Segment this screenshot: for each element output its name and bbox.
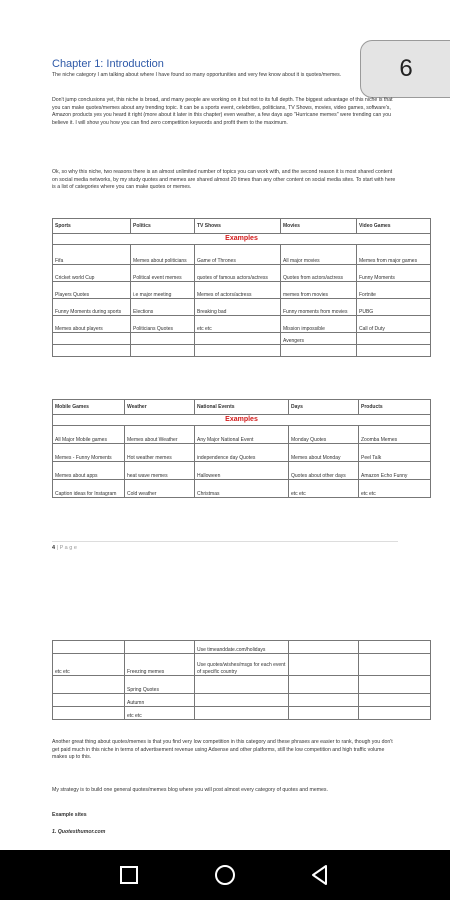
page-footer [52,545,77,551]
table-cell: Memes - Funny Moments [53,444,125,462]
examples-label: Examples [53,415,431,426]
table-row [53,654,431,676]
table-header: Politics [131,219,195,234]
table-header: Video Games [357,219,431,234]
table-cell: Fifa [53,245,131,265]
paragraph-niche: Don't jump conclusions yet, this niche is broad, and many people are working on it but not to its full depth. The biggest advantage of this niche is that you can make quotes/memes about any trending topic. It can be a sports event, celebrities, politicians, TV Shows, movies, video games, software's, Amazon products yes you heard it right (more about it later in this chapter) even weather, a few days ago "Hurricane memes" were trending can you believe it. I will show you how you can find zero competition keywords and profit them to the maximum. [52,97,393,126]
table-cell [359,654,431,676]
footer-page-number: 4 [52,545,56,551]
table-header: Weather [125,400,195,415]
table-row [53,333,431,345]
table-cell [53,707,125,720]
examples-label: Examples [53,234,431,245]
categories-table-2 [52,399,431,498]
page-number-badge: 6 [360,40,450,98]
footer-divider [52,541,398,542]
table-cell: Christmas [195,480,289,498]
table-header: Products [359,400,431,415]
table-cell: Cricket world Cup [53,265,131,282]
table-cell [53,345,131,357]
table-row [53,316,431,333]
table-header: Mobile Games [53,400,125,415]
table-row [53,444,431,462]
table-cell [357,333,431,345]
table-cell [289,654,359,676]
table-cell: Memes from major games [357,245,431,265]
table-cell: Use quotes/wishes/msgs for each event of specific country [195,654,289,676]
table-cell: etc etc [125,707,195,720]
table-cell: i.e major meeting [131,282,195,299]
footer-page-label: P a g e [59,545,77,551]
table-row [53,345,431,357]
table-cell [289,641,359,654]
paragraph-competition: Another great thing about quotes/memes is that you find very low competition in this category and these phrases are easier to rank, though you don't get paid much in this niche in terms of advertisement revenue using Adsense and other platforms, still the low competition and high traffic volume makes up to this. [52,739,393,761]
table-cell: Politicians Quotes [131,316,195,333]
table-cell [359,707,431,720]
table-cell: Memes about apps [53,462,125,480]
recents-button[interactable] [109,860,149,890]
table-header: TV Shows [195,219,281,234]
table-cell [359,676,431,694]
table-cell: Quotes from actors/actress [281,265,357,282]
table-cell [125,641,195,654]
table-header: Days [289,400,359,415]
table-cell [53,676,125,694]
table-cell: Political event memes [131,265,195,282]
table-cell: quotes of famous actors/actress [195,265,281,282]
system-navigation-bar [0,850,450,900]
table-cell: Any Major National Event [195,426,289,444]
table-cell: etc etc [359,480,431,498]
categories-table-continued [52,640,431,720]
table-cell [53,333,131,345]
table-row [53,282,431,299]
table-cell: Autumn [125,694,195,707]
example-sites-heading: Example sites [52,812,87,818]
table-cell [195,676,289,694]
table-cell: Breaking bad [195,299,281,316]
table-row [53,676,431,694]
table-cell [359,641,431,654]
table-cell: Cold weather [125,480,195,498]
table-cell: All major movies [281,245,357,265]
table-cell: Monday Quotes [289,426,359,444]
table-cell: PUBG [357,299,431,316]
table-cell: Call of Duty [357,316,431,333]
table-cell: etc etc [289,480,359,498]
table-cell: Freezing memes [125,654,195,676]
table-row [53,245,431,265]
table-cell: Memes about players [53,316,131,333]
table-header: Movies [281,219,357,234]
table-cell [289,694,359,707]
table-cell [195,333,281,345]
table-cell: All Major Mobile games [53,426,125,444]
table-header: Sports [53,219,131,234]
table-row [53,707,431,720]
table-row [53,462,431,480]
table-row [53,641,431,654]
table-cell: Zoomba Memes [359,426,431,444]
table-cell: Amazon Echo Funny [359,462,431,480]
table-cell [357,345,431,357]
table-row [53,299,431,316]
table-cell: etc etc [53,654,125,676]
table-cell: Caption ideas for Instagram [53,480,125,498]
table-cell: Memes about Monday [289,444,359,462]
table-cell: Elections [131,299,195,316]
table-cell: Avengers [281,333,357,345]
table-cell [195,707,289,720]
home-button[interactable] [205,860,245,890]
home-circle-icon [214,864,236,886]
table-cell [289,707,359,720]
table-cell [195,345,281,357]
table-cell [281,345,357,357]
table-cell: Hot weather memes [125,444,195,462]
table-cell [131,345,195,357]
table-cell: Funny moments from movies [281,299,357,316]
table-row [53,265,431,282]
table-cell: Funny Moments [357,265,431,282]
table-cell [53,694,125,707]
example-site-item: 1. Quotesthumor.com [52,829,106,835]
table-cell: Fortnite [357,282,431,299]
table-cell [359,694,431,707]
table-cell: Peel Talk [359,444,431,462]
table-row [53,426,431,444]
table-cell [53,641,125,654]
table-cell: Memes about Weather [125,426,195,444]
paragraph-intro: The niche category I am talking about where I have found so many opportunities and very few know about it is quotes/memes. [52,72,342,78]
table-row [53,694,431,707]
table-cell: Quotes about other days [289,462,359,480]
table-cell: Halloween [195,462,289,480]
table-cell [289,676,359,694]
table-cell: independence day Quotes [195,444,289,462]
table-cell: Use timeanddate.com/holidays [195,641,289,654]
table-cell: Funny Moments during sports [53,299,131,316]
table-cell: Players Quotes [53,282,131,299]
chapter-title: Chapter 1: Introduction [52,58,164,70]
recents-square-icon [119,865,139,885]
table-cell: heat wave memes [125,462,195,480]
table-cell: etc etc [195,316,281,333]
table-cell [131,333,195,345]
table-row [53,480,431,498]
footer-separator: | [56,545,59,551]
table-cell: Mission impossible [281,316,357,333]
back-triangle-icon [310,864,330,886]
table-cell: memes from movies [281,282,357,299]
table-header: National Events [195,400,289,415]
categories-table-1 [52,218,431,357]
table-cell: Memes of actors/actress [195,282,281,299]
table-cell [195,694,289,707]
back-button[interactable] [300,860,340,890]
paragraph-why: Ok, so why this niche, two reasons there is an almost unlimited number of topics you can work with, and the second reason it is most shared content on social media networks, by my study quotes and memes are shared almost 20 times than any other content on social media sites. To start with here is a list of categories where you can make quotes or memes. [52,169,396,191]
table-cell: Spring Quotes [125,676,195,694]
table-cell: Game of Thrones [195,245,281,265]
table-cell: Memes about politicians [131,245,195,265]
paragraph-strategy: My strategy is to build one general quotes/memes blog where you will post almost every category of quotes and memes. [52,787,328,793]
